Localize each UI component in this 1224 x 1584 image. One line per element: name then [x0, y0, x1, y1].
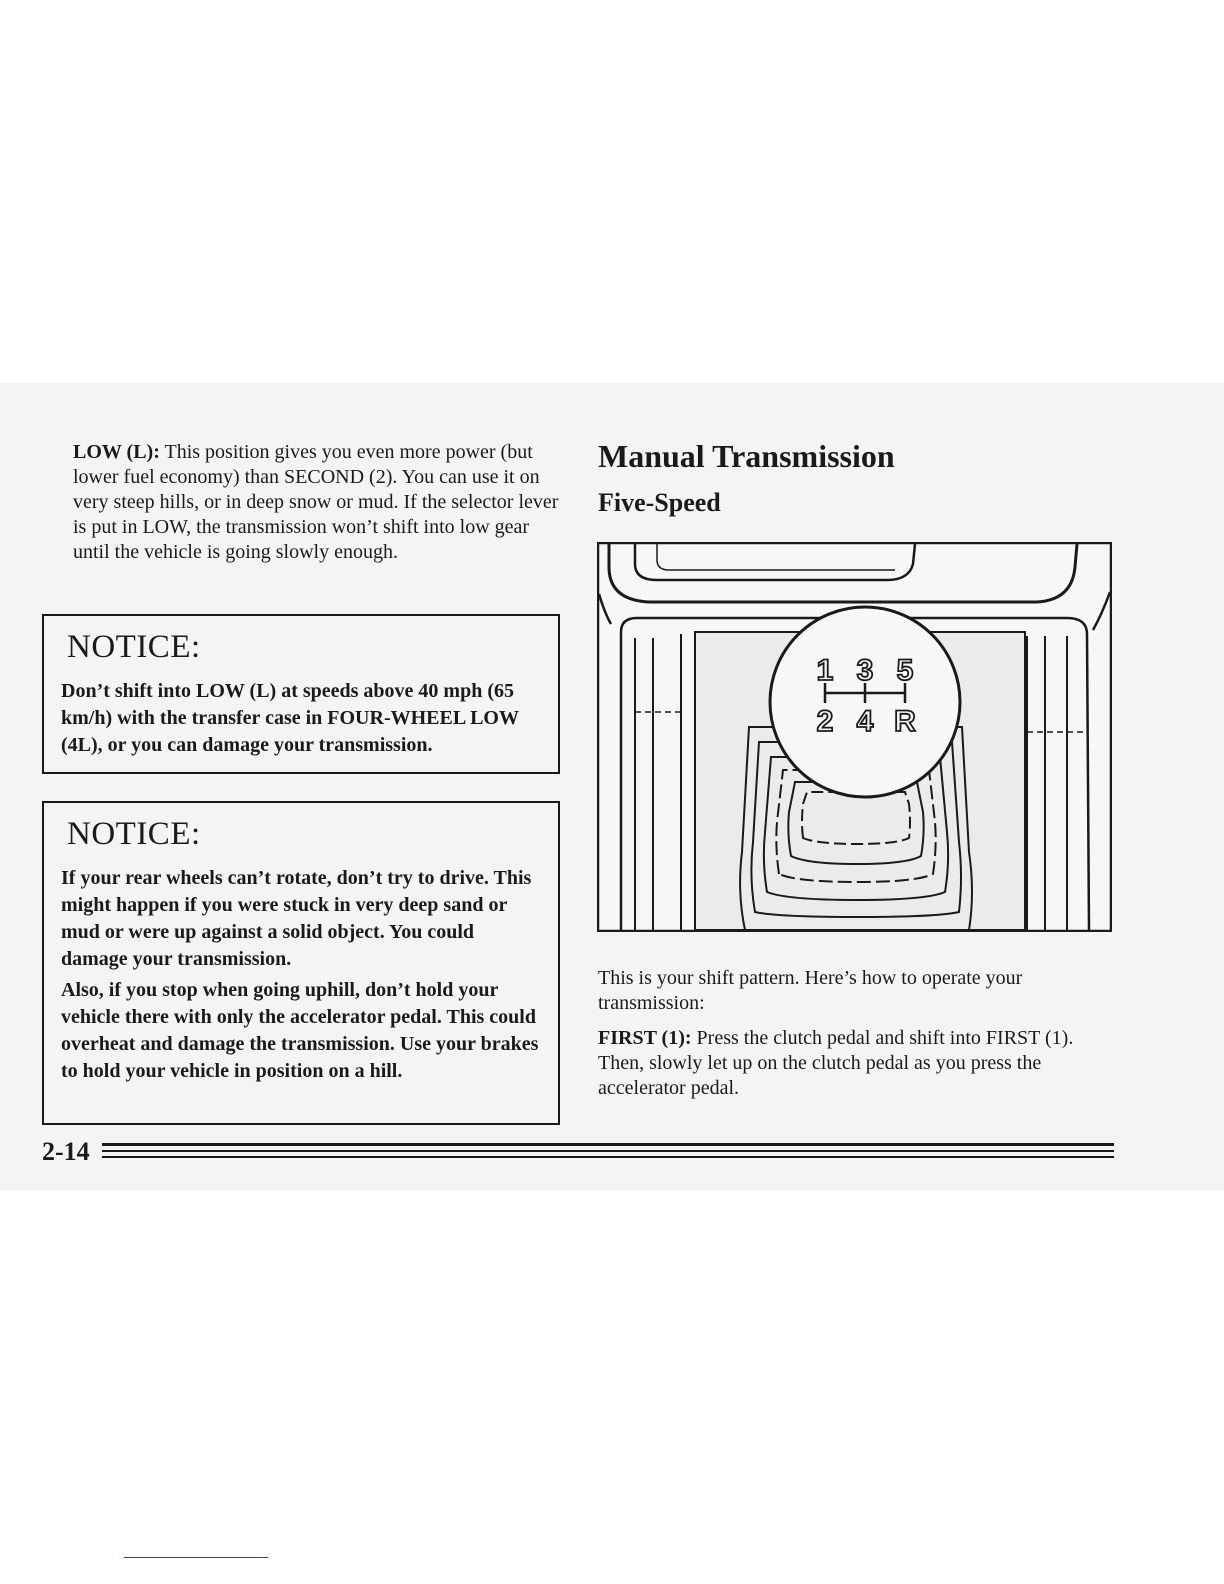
footer-rule	[102, 1143, 1114, 1162]
shift-pattern-illustration	[597, 542, 1112, 932]
notice-text: Don’t shift into LOW (L) at speeds above 40 mph (65 km/h) with the transfer case in FOUR-WHEEL LOW (4L), or you can damage your transmission.	[61, 680, 519, 756]
page-footer	[42, 1137, 1114, 1167]
gear-label-2: 2	[816, 705, 834, 738]
gear-label-4: 4	[856, 705, 874, 738]
gear-label-3: 3	[856, 654, 874, 687]
section-subheading: Five-Speed	[598, 488, 721, 517]
gear-label-r: R	[894, 705, 916, 738]
low-term: LOW (L):	[73, 441, 160, 463]
left-column	[42, 440, 560, 565]
bottom-link-line	[124, 1557, 268, 1558]
first-text: Press the clutch pedal and shift into FIRST (1). Then, slowly let up on the clutch pedal as you press the accelerator pedal.	[598, 1027, 1074, 1099]
notice-paragraph: Also, if you stop when going uphill, don’t hold your vehicle there with only the accelerator pedal. This could overheat and damage the transmission. Use your brakes to hold your vehicle in position on a hill.	[61, 979, 539, 1082]
gear-label-1: 1	[816, 654, 834, 687]
gear-label-5: 5	[896, 654, 914, 687]
notice-title: NOTICE:	[67, 629, 201, 665]
shift-intro: This is your shift pattern. Here’s how to operate your transmission:	[598, 967, 1023, 1014]
notice-box-stuck	[42, 801, 560, 1125]
right-body	[598, 966, 1098, 1101]
notice-title: NOTICE:	[67, 816, 201, 852]
low-text: This position gives you even more power (but lower fuel economy) than SECOND (2). You can use it on very steep hills, or in deep snow or mud. If the selector lever is put in LOW, the transmission won’t shift into low gear until the vehicle is going slowly enough.	[73, 441, 559, 563]
first-term: FIRST (1):	[598, 1027, 692, 1049]
page-number: 2-14	[42, 1137, 90, 1166]
low-paragraph	[42, 440, 560, 565]
notice-paragraph: If your rear wheels can’t rotate, don’t try to drive. This might happen if you were stuck in very deep sand or mud or were up against a solid object. You could damage your transmission.	[61, 867, 532, 970]
section-heading: Manual Transmission	[598, 438, 895, 474]
notice-box-low	[42, 614, 560, 774]
first-gear-paragraph	[598, 1026, 1098, 1101]
